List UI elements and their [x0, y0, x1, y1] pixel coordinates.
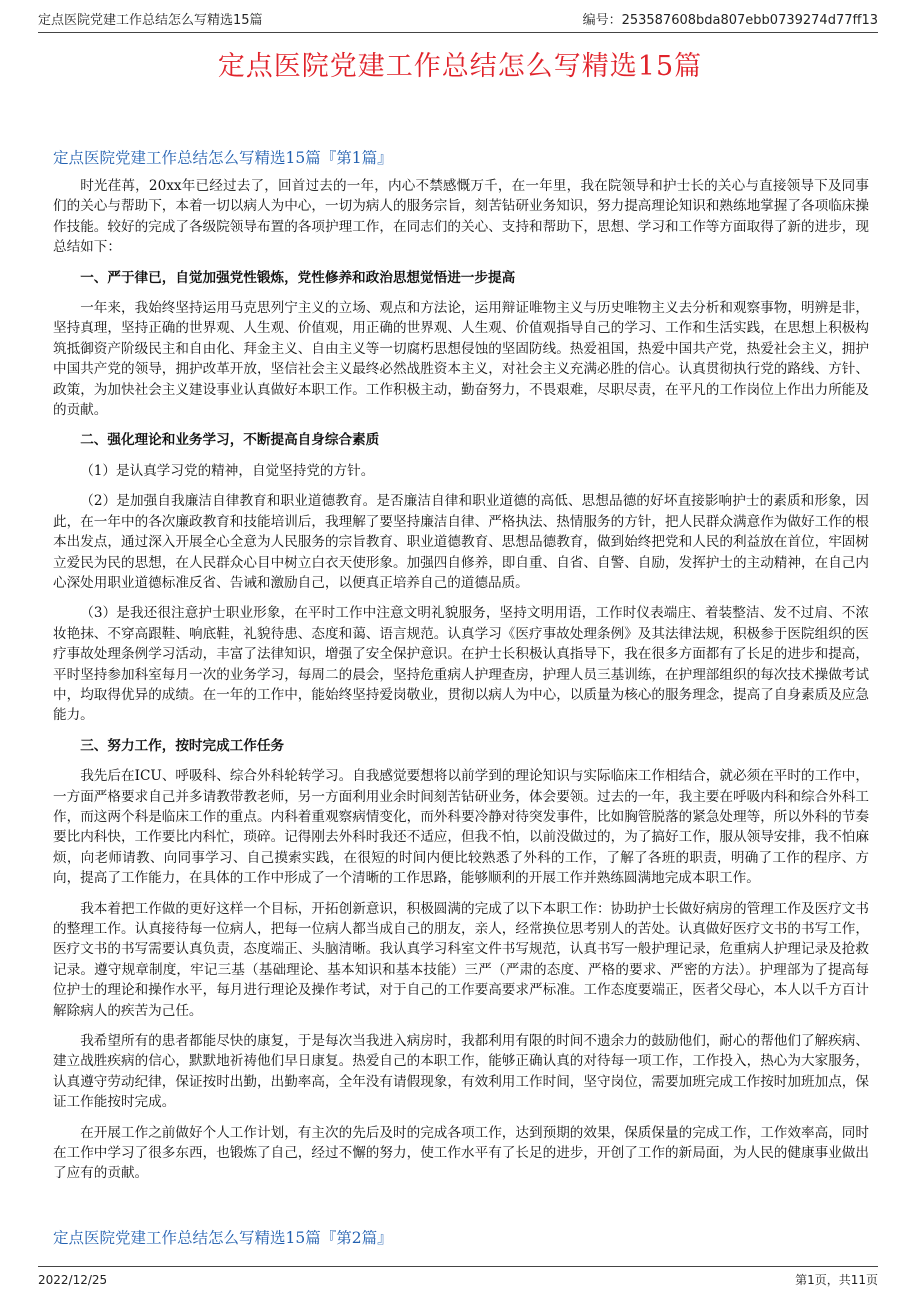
document-body — [53, 176, 869, 1194]
section-heading: 一、严于律已，自觉加强党性锻炼，党性修养和政治思想觉悟进一步提高 — [80, 269, 516, 286]
body-paragraph: 在开展工作之前做好个人工作计划，有主次的先后及时的完成各项工作，达到预期的效果，保质保量的完成工作，工作效率高，同时在工作中学习了很多东西，也锻炼了自己，经过不懈的努力，使工作水平有了长足的进步，开创了工作的新局面，为人民的健康事业做出了应有的贡献。 — [53, 1124, 869, 1182]
body-paragraph: 一年来，我始终坚持运用马克思列宁主义的立场、观点和方法论，运用辩证唯物主义与历史唯物主义去分析和观察事物，明辨是非，坚持真理，坚持正确的世界观、人生观、价值观，用正确的世界观、人生观、价值观指导自己的学习、工作和生活实践，在思想上积极构筑抵御资产阶级民主和自由化、拜金主义、自由主义等一切腐朽思想侵蚀的坚固防线。热爱祖国，热爱中国共产党，热爱社会主义，拥护中国共产党的领导，拥护改革开放，坚信社会主义最终必然战胜资本主义，对社会主义充满必胜的信心。认真贯彻执行党的路线、方针、政策，为加快社会主义建设事业认真做好本职工作。工作积极主动，勤奋努力，不畏艰难，尽职尽责，在平凡的工作岗位上作出力所能及的贡献。 — [53, 300, 869, 419]
body-paragraph: 时光荏苒，20xx年已经过去了，回首过去的一年，内心不禁感慨万千，在一年里，我在院领导和护士长的关心与直接领导下及同事们的关心与帮助下，本着一切以病人为中心，一切为病人的服务宗旨，刻苦钻研业务知识，努力提高理论知识和熟练地掌握了各项临床操作技能。较好的完成了各级院领导布置的各项护理工作，在同志们的关心、支持和帮助下，思想、学习和工作等方面取得了新的进步，现总结如下： — [53, 178, 869, 256]
footer-date: 2022/12/25 — [38, 1273, 108, 1287]
section-heading: 二、强化理论和业务学习，不断提高自身综合素质 — [80, 432, 380, 449]
body-paragraph: 我先后在ICU、呼吸科、综合外科轮转学习。自我感觉要想将以前学到的理论知识与实际临床工作相结合，就必须在平时的工作中，一方面严格要求自己并多请教带教老师，另一方面利用业余时间刻苦钻研业务，体会要领。过去的一年，我主要在呼吸内科和综合外科工作，而这两个科是临床工作的重点。内科着重观察病情变化，而外科要冷静对待突发事件，比如胸管脱落的紧急处理等，所以外科的节奏要比内科快，工作要比内科忙，琐碎。记得刚去外科时我还不适应，但我不怕，以前没做过的，为了搞好工作，服从领导安排，我不怕麻烦，向老师请教、向同事学习、自己摸索实践，在很短的时间内便比较熟悉了外科的工作，了解了各班的职责，明确了工作的程序、方向，提高了工作能力，在具体的工作中形成了一个清晰的工作思路，能够顺利的开展工作并熟练圆满地完成本职工作。 — [53, 768, 869, 887]
page-header — [38, 10, 878, 33]
header-doc-id: 编号：253587608bda807ebb0739274d77ff13 — [582, 13, 878, 28]
section-title-2: 定点医院党建工作总结怎么写精选15篇『第2篇』 — [53, 1229, 393, 1247]
body-paragraph: （3）是我还很注意护士职业形象，在平时工作中注意文明礼貌服务，坚持文明用语，工作时仪表端庄、着装整洁、发不过肩、不浓妆艳抹、不穿高跟鞋、响底鞋，礼貌待患、态度和蔼、语言规范。认真学习《医疗事故处理条例》及其法律法规，积极参于医院组织的医疗事故处理条例学习活动，丰富了法律知识，增强了安全保护意识。在护士长积极认真指导下，我在很多方面都有了长足的进步和提高，平时坚持参加科室每月一次的业务学习，每周二的晨会，坚持危重病人护理查房，护理人员三基训练，在护理部组织的每次技术操做考试中，均取得优异的成绩。在一年的工作中，能始终坚持爱岗敬业，贯彻以病人为中心，以质量为核心的服务理念，提高了自身素质及应急能力。 — [53, 605, 869, 724]
section-title-1: 定点医院党建工作总结怎么写精选15篇『第1篇』 — [53, 149, 393, 167]
footer-page-number: 第1页，共11页 — [795, 1273, 878, 1287]
page-footer — [38, 1266, 878, 1289]
body-paragraph: 我希望所有的患者都能尽快的康复，于是每次当我进入病房时，我都利用有限的时间不遗余力的鼓励他们，耐心的帮他们了解疾病、建立战胜疾病的信心，默默地祈祷他们早日康复。热爱自己的本职工作，能够正确认真的对待每一项工作，工作投入，热心为大家服务，认真遵守劳动纪律，保证按时出勤，出勤率高，全年没有请假现象，有效利用工作时间，坚守岗位，需要加班完成工作按时加班加点，保证工作能按时完成。 — [53, 1033, 869, 1111]
body-paragraph: （1）是认真学习党的精神，自觉坚持党的方针。 — [80, 462, 375, 479]
document-title: 定点医院党建工作总结怎么写精选15篇 — [217, 51, 703, 82]
section-heading: 三、努力工作，按时完成工作任务 — [80, 737, 285, 754]
header-doc-name: 定点医院党建工作总结怎么写精选15篇 — [38, 13, 263, 28]
body-paragraph: 我本着把工作做的更好这样一个目标，开拓创新意识，积极圆满的完成了以下本职工作：协助护士长做好病房的管理工作及医疗文书的整理工作。认真接待每一位病人，把每一位病人都当成自己的朋友，亲人，经常换位思考别人的苦处。认真做好医疗文书的书写工作，医疗文书的书写需要认真负责，态度端正、头脑清晰。我认真学习科室文件书写规范，认真书写一般护理记录，危重病人护理记录及抢救记录。遵守规章制度，牢记三基（基础理论、基本知识和基本技能）三严（严肃的态度、严格的要求、严密的方法）。护理部为了提高每位护士的理论和操作水平，每月进行理论及操作考试，对于自己的工作要高要求严标准。工作态度要端正，医者父母心，本人以千方百计解除病人的疾苦为己任。 — [53, 900, 869, 1019]
body-paragraph: （2）是加强自我廉洁自律教育和职业道德教育。是否廉洁自律和职业道德的高低、思想品德的好坏直接影响护士的素质和形象，因此，在一年中的各次廉政教育和技能培训后，我理解了要坚持廉洁自律、严格执法、热情服务的方针，把人民群众满意作为做好工作的根本出发点，通过深入开展全心全意为人民服务的宗旨教育、职业道德教育、思想品德教育，做到始终把党和人民的利益放在首位，牢固树立爱民为民的思想，在人民群众心目中树立白衣天使形象。加强四自修养，即自重、自省、自警、自励，发挥护士的主动精神，在自己内心深处用职业道德标准反省、告诫和激励自己，以便真正培养自己的道德品质。 — [53, 493, 869, 591]
